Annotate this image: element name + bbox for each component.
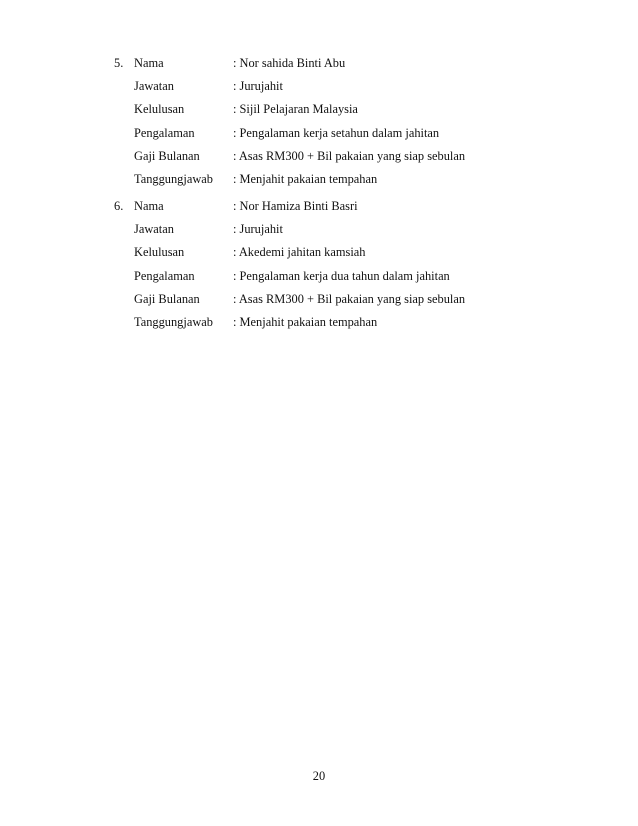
staff-entry-5 <box>0 55 638 194</box>
field-value: : Sijil Pelajaran Malaysia <box>233 102 358 117</box>
field-value: : Akedemi jahitan kamsiah <box>233 245 366 260</box>
field-value: : Jurujahit <box>233 79 283 94</box>
entry-number: 5. <box>114 56 124 70</box>
entry-row-tanggungjawab <box>0 314 638 337</box>
field-value: : Menjahit pakaian tempahan <box>233 171 378 186</box>
field-value: : Jurujahit <box>233 222 283 237</box>
field-label: Gaji Bulanan <box>134 291 200 306</box>
staff-entry-6 <box>0 198 638 337</box>
entry-row-gaji-bulanan <box>0 148 638 171</box>
field-label: Pengalaman <box>134 268 195 283</box>
entry-row-jawatan <box>0 221 638 244</box>
field-label: Gaji Bulanan <box>134 148 200 163</box>
entry-row-kelulusan <box>0 101 638 124</box>
entry-row-gaji-bulanan <box>0 291 638 314</box>
field-label: Kelulusan <box>134 245 185 260</box>
entry-row-pengalaman <box>0 125 638 148</box>
field-value: : Pengalaman kerja dua tahun dalam jahitan <box>233 268 450 283</box>
entry-row-nama <box>0 55 638 78</box>
entry-row-kelulusan <box>0 244 638 267</box>
field-label: Jawatan <box>134 79 174 94</box>
entry-row-tanggungjawab <box>0 171 638 194</box>
field-value: : Pengalaman kerja setahun dalam jahitan <box>233 125 440 140</box>
field-label: Tanggungjawab <box>134 314 213 329</box>
field-value: : Nor sahida Binti Abu <box>233 56 346 70</box>
entry-number: 6. <box>114 199 124 213</box>
field-label: Kelulusan <box>134 102 185 117</box>
page-number: 20 <box>312 769 326 783</box>
field-label: Tanggungjawab <box>134 171 213 186</box>
field-label: Jawatan <box>134 222 174 237</box>
entry-row-nama <box>0 198 638 221</box>
field-value: : Asas RM300 + Bil pakaian yang siap sebulan <box>233 291 466 306</box>
field-label: Pengalaman <box>134 125 195 140</box>
field-value: : Menjahit pakaian tempahan <box>233 314 378 329</box>
entry-row-jawatan <box>0 78 638 101</box>
field-value: : Asas RM300 + Bil pakaian yang siap sebulan <box>233 148 466 163</box>
field-label: Nama <box>134 199 164 213</box>
field-label: Nama <box>134 56 164 70</box>
entry-row-pengalaman <box>0 268 638 291</box>
field-value: : Nor Hamiza Binti Basri <box>233 199 358 213</box>
